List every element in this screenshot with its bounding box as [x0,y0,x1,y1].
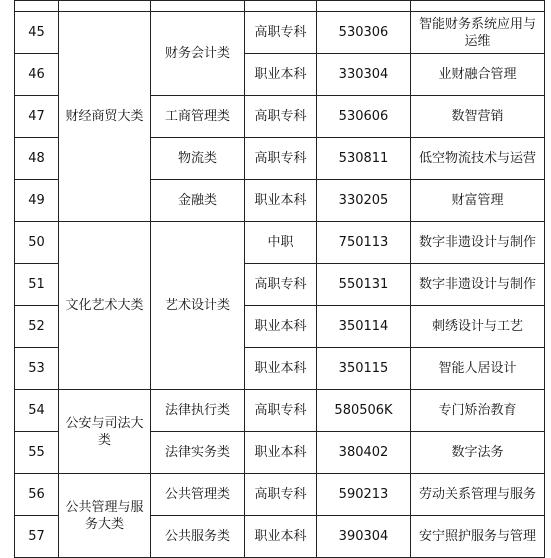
seq-cell: 46 [15,54,59,96]
subcategory-cell: 法律实务类 [151,432,245,474]
subcategory-cell: 公共管理类 [151,474,245,516]
subcategory-cell: 法律执行类 [151,390,245,432]
seq-cell: 49 [15,180,59,222]
major-name-cell: 数智营销 [411,96,545,138]
seq-cell: 47 [15,96,59,138]
major-name-cell: 刺绣设计与工艺 [411,306,545,348]
major-name-cell: 劳动关系管理与服务 [411,474,545,516]
seq-cell: 54 [15,390,59,432]
level-cell: 职业本科 [245,516,317,558]
table-row [15,12,545,54]
major-name-cell: 安宁照护服务与管理 [411,516,545,558]
seq-cell: 53 [15,348,59,390]
level-cell: 高职专科 [245,390,317,432]
major-name-cell: 智能人居设计 [411,348,545,390]
code-cell: 530606 [317,96,411,138]
code-cell: 550131 [317,264,411,306]
table-cell [151,1,245,12]
table-row [15,390,545,432]
subcategory-cell: 财务会计类 [151,12,245,96]
major-name-cell: 数字非遗设计与制作 [411,222,545,264]
category-cell: 财经商贸大类 [59,12,151,222]
seq-cell: 52 [15,306,59,348]
table-row-partial [15,1,545,12]
code-cell: 330205 [317,180,411,222]
major-name-cell: 数字非遗设计与制作 [411,264,545,306]
subcategory-cell: 工商管理类 [151,96,245,138]
major-name-cell: 智能财务系统应用与运维 [411,12,545,54]
table-cell [245,1,317,12]
major-name-cell: 数字法务 [411,432,545,474]
code-cell: 350115 [317,348,411,390]
code-cell: 590213 [317,474,411,516]
code-cell: 750113 [317,222,411,264]
subcategory-cell: 物流类 [151,138,245,180]
table-cell [411,1,545,12]
major-name-cell: 业财融合管理 [411,54,545,96]
seq-cell: 48 [15,138,59,180]
code-cell: 530811 [317,138,411,180]
level-cell: 高职专科 [245,96,317,138]
level-cell: 职业本科 [245,306,317,348]
table-cell [15,1,59,12]
category-cell: 公安与司法大类 [59,390,151,474]
table-cell [59,1,151,12]
major-name-cell: 财富管理 [411,180,545,222]
category-cell: 公共管理与服务大类 [59,474,151,558]
table-row [15,474,545,516]
seq-cell: 55 [15,432,59,474]
seq-cell: 57 [15,516,59,558]
major-name-cell: 低空物流技术与运营 [411,138,545,180]
seq-cell: 51 [15,264,59,306]
level-cell: 中职 [245,222,317,264]
code-cell: 390304 [317,516,411,558]
code-cell: 380402 [317,432,411,474]
seq-cell: 45 [15,12,59,54]
level-cell: 职业本科 [245,54,317,96]
code-cell: 580506K [317,390,411,432]
level-cell: 职业本科 [245,180,317,222]
level-cell: 职业本科 [245,432,317,474]
level-cell: 高职专科 [245,264,317,306]
major-name-cell: 专门矫治教育 [411,390,545,432]
level-cell: 职业本科 [245,348,317,390]
category-cell: 文化艺术大类 [59,222,151,390]
seq-cell: 56 [15,474,59,516]
table-row [15,222,545,264]
subcategory-cell: 金融类 [151,180,245,222]
subcategory-cell: 艺术设计类 [151,222,245,390]
seq-cell: 50 [15,222,59,264]
table-cell [317,1,411,12]
level-cell: 高职专科 [245,138,317,180]
level-cell: 高职专科 [245,12,317,54]
code-cell: 350114 [317,306,411,348]
major-catalog-table [14,0,545,558]
subcategory-cell: 公共服务类 [151,516,245,558]
code-cell: 330304 [317,54,411,96]
code-cell: 530306 [317,12,411,54]
level-cell: 高职专科 [245,474,317,516]
